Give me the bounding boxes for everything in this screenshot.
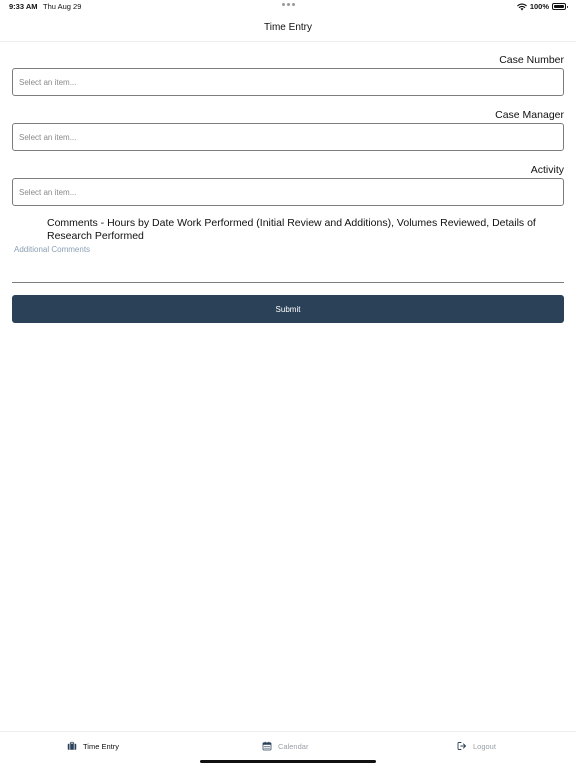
comments-input[interactable] [12,242,564,283]
comments-label: Comments - Hours by Date Work Performed (Initial Review and Additions), Volumes Reviewed, Details of Research Performed [47,217,536,242]
status-date: Thu Aug 29 [43,2,82,11]
page-title: Time Entry [264,22,312,33]
case-number-picker[interactable] [12,68,564,96]
battery-percent: 100% [529,2,549,11]
tab-time-entry[interactable] [67,741,119,751]
activity-picker[interactable] [12,178,564,206]
case-manager-picker[interactable] [12,123,564,151]
activity-label: Activity [530,164,564,176]
home-indicator[interactable] [200,760,376,763]
navigation-bar [0,14,576,42]
wifi-icon [517,3,527,11]
logout-icon [457,741,467,751]
tab-logout[interactable] [457,741,496,751]
activity-placeholder: Select an item... [19,187,77,197]
case-number-label: Case Number [499,54,564,66]
submit-button[interactable]: Submit [12,295,564,323]
multitasking-dots-icon[interactable] [282,3,295,6]
tab-calendar[interactable] [262,741,308,751]
status-time: 9:33 AM [9,2,38,11]
briefcase-icon [67,741,77,751]
tab-logout-label: Logout [473,741,496,751]
status-right [517,2,566,11]
case-number-placeholder: Select an item... [19,77,77,87]
case-manager-placeholder: Select an item... [19,132,77,142]
battery-icon [552,3,566,10]
calendar-icon [262,741,272,751]
status-bar [0,0,576,14]
tab-time-entry-label: Time Entry [83,741,119,751]
tab-calendar-label: Calendar [278,741,309,751]
case-manager-label: Case Manager [495,109,564,121]
